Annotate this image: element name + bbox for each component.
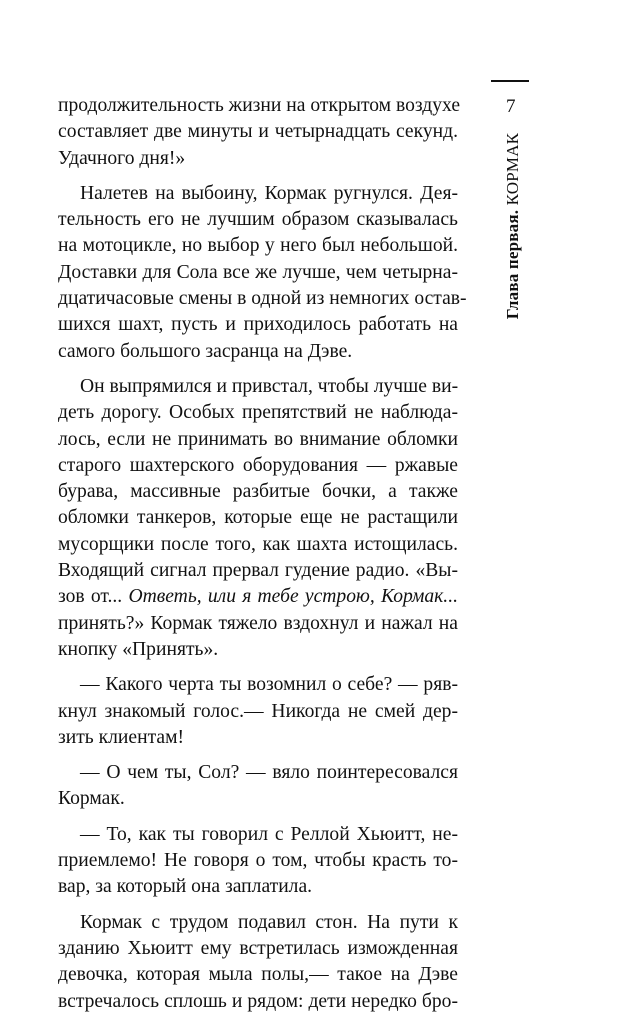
text-line: принять?» Кормак тяжело вздохнул и нажал на [58,612,458,634]
paragraph [58,822,458,901]
text-line: мусорщики после того, как шахта истощилась. [58,533,458,555]
text-line: вар, за который она заплатила. [58,876,313,898]
running-head-chapter: Глава первая. [503,209,522,320]
body-text [58,93,467,1015]
paragraph [58,374,458,663]
paragraph [58,181,467,365]
text-line: — То, как ты говорил с Реллой Хьюитт, не- [80,823,458,845]
text-line: девочка, которая мыла полы,— такое на Дэве [58,964,458,986]
italic-text: Ответь, или я тебе устрою, Кормак... [128,586,458,608]
paragraph [58,672,458,751]
text-line: кнопку «Принять». [58,638,219,660]
text-line: Кормак. [58,788,125,810]
paragraph [58,760,458,813]
text-line: бурава, массивные разбитые бочки, а также [58,481,458,503]
text-line: встречалось сплошь и рядом: дети нередко бро- [58,990,458,1012]
text-line: Удачного дня!» [58,147,186,169]
text-line: обломки танкеров, которые еще не растащили [58,507,458,529]
text-line: старого шахтерского оборудования — ржавые [58,454,458,476]
text-line: Налетев на выбоину, Кормак ругнулся. Дея- [80,182,458,204]
text-line: — Какого черта ты возомнил о себе? — ряв- [80,674,458,696]
text-line: дцатичасовые смены в одной из немногих остав- [58,288,467,310]
text-line: тельность его не лучшим образом сказывалась [58,209,458,231]
text-line: Он выпрямился и привстал, чтобы лучше ви- [80,375,459,397]
running-head [498,132,528,320]
text-line: Кормак с трудом подавил стон. На пути к [80,911,458,933]
text-line: составляет две минуты и четырнадцать секунд. [58,121,458,143]
text-line: продолжительность жизни на открытом воздухе [58,95,461,116]
header-rule [491,80,529,82]
text-line: зданию Хьюитт ему встретилась изможденная [58,937,458,959]
text-line: деть дорогу. Особых препятствий не наблюда- [58,402,458,424]
text-line [58,584,458,610]
paragraph [58,93,461,172]
text-fragment: зов от... [58,586,123,608]
page-number: 7 [506,96,516,117]
text-line: самого большого засранца на Дэве. [58,340,353,362]
paragraph [58,910,458,1015]
text-line: Доставки для Сола все же лучше, чем четырна- [58,261,458,283]
text-line: приемлемо! Не говоря о том, чтобы красть то- [58,850,458,872]
text-line: лось, если не принимать во внимание обломки [58,428,458,450]
text-line: кнул знакомый голос.— Никогда не смей дер- [58,700,458,722]
text-line: зить клиентам! [58,726,185,748]
text-line: на мотоцикле, но выбор у него был небольшой. [58,235,458,257]
running-head-title: КОРМАК [503,132,522,206]
text-line: — О чем ты, Сол? — вяло поинтересовался [80,762,458,784]
text-line: шихся шахт, пусть и приходилось работать на [58,314,458,336]
text-line: Входящий сигнал прервал гудение радио. «Вы- [58,560,458,582]
